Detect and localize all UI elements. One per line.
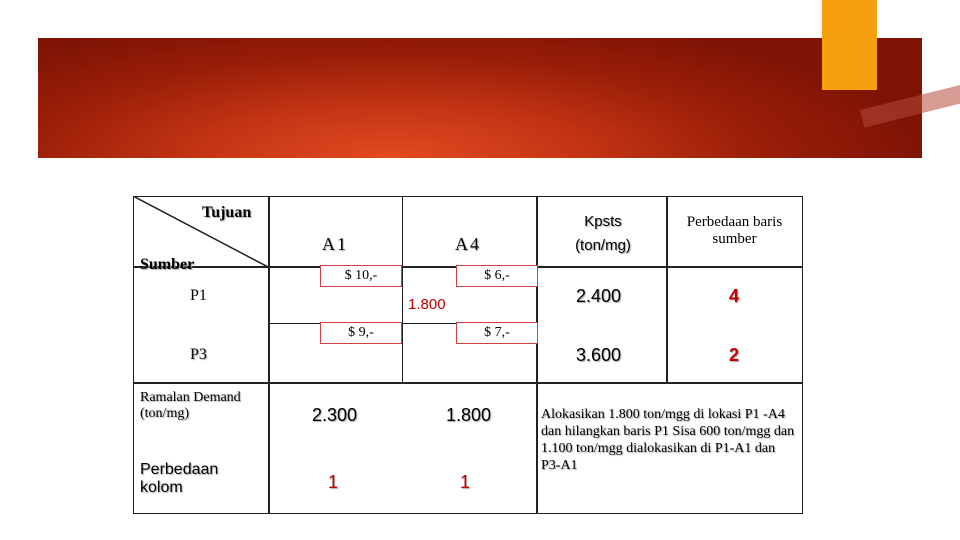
- cost-p3-a1: $ 9,-: [320, 322, 402, 344]
- demand-a1: 2.300: [312, 405, 358, 425]
- alloc-p1-a4: 1.800: [408, 296, 446, 313]
- bottom-values-cell: [268, 382, 538, 514]
- a1-a4-separator: [402, 196, 403, 384]
- col-a4-header: A4: [455, 234, 481, 254]
- cost-p1-a1: $ 10,-: [320, 265, 402, 287]
- rowdiff-p3: 2: [729, 345, 740, 365]
- row-p1-label: P1: [190, 287, 207, 304]
- demand-label: Ramalan Demand (ton/mg): [140, 390, 241, 422]
- cost-p1-a4: $ 6,-: [456, 265, 538, 287]
- col-rowdiff-header: Perbedaan baris sumber: [686, 214, 783, 248]
- coldiff-label: Perbedaan kolom: [140, 461, 219, 497]
- rows-left-cell: [133, 266, 270, 384]
- sumber-label: Sumber: [140, 256, 195, 273]
- header-a1-a4-cell: [268, 196, 538, 268]
- accent-block: [822, 0, 877, 90]
- allocation-note: Alokasikan 1.800 ton/mgg di lokasi P1 -A4 dan hilangkan baris P1 Sisa 600 ton/mgg dan 1.100 ton/mgg dialokasikan di P1-A1 dan P3-A1: [541, 407, 795, 473]
- demand-a4: 1.800: [446, 405, 492, 425]
- tujuan-label: Tujuan: [202, 204, 252, 221]
- rows-rowdiff-cell: [666, 266, 803, 384]
- capacity-p1: 2.400: [576, 286, 622, 306]
- rowdiff-p1: 4: [729, 286, 740, 306]
- cost-p3-a4: $ 7,-: [456, 322, 538, 344]
- row-p3-label: P3: [190, 346, 207, 363]
- rows-capacity-cell: [536, 266, 668, 384]
- coldiff-a1: 1: [328, 472, 339, 492]
- title-banner: [38, 38, 922, 158]
- capacity-p3: 3.600: [576, 345, 622, 365]
- col-a1-header: A1: [322, 234, 348, 254]
- coldiff-a4: 1: [460, 472, 471, 492]
- col-capacity-header: Kpsts (ton/mg): [575, 213, 631, 254]
